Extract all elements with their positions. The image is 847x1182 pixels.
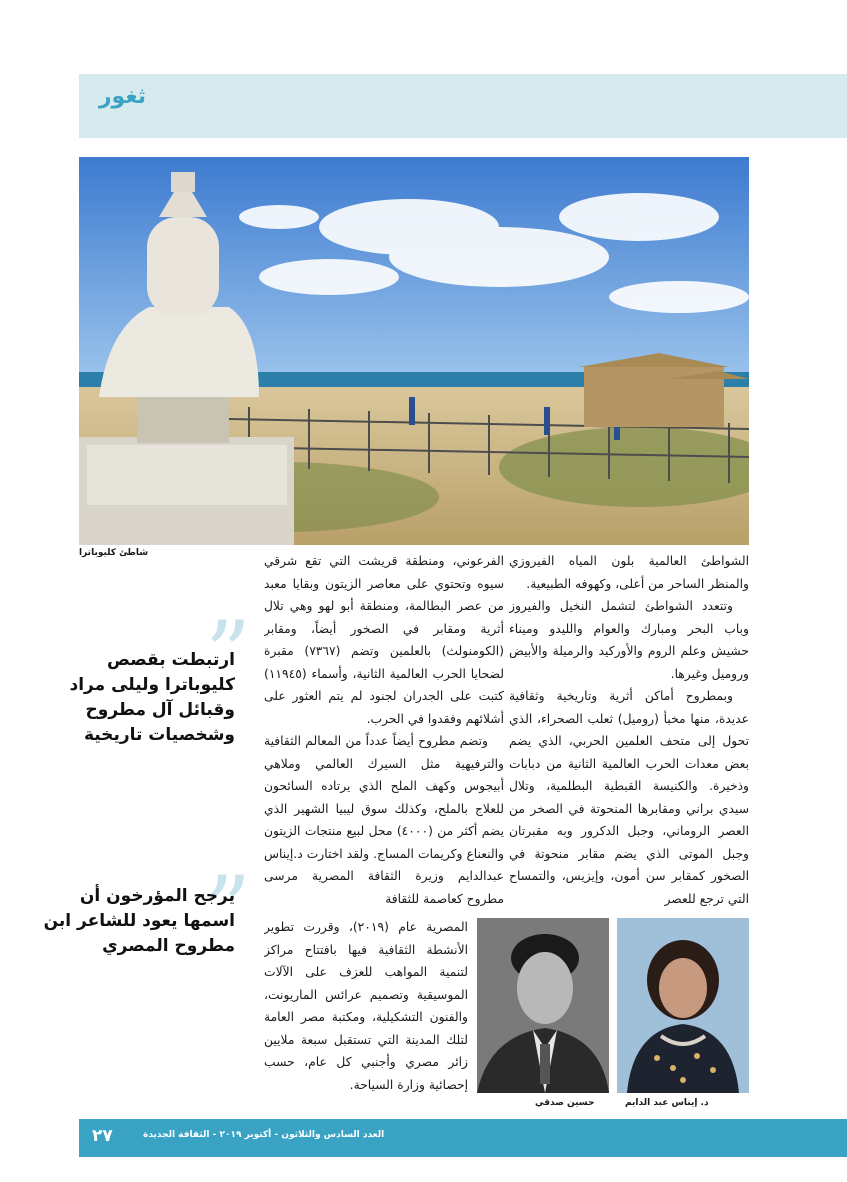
- pull-quote: يرجح المؤرخون أن اسمها يعود للشاعر ابن مطروح المصري: [43, 886, 235, 956]
- portrait-caption: د. إيناس عبد الدايم: [625, 1098, 709, 1108]
- section-title: ثغور: [98, 84, 146, 109]
- paragraph: المصرية عام (٢٠١٩)، وقررت تطوير الأنشطة الثقافية فيها بافتتاح مراكز لتنمية المواهب للعزف على الآلات الموسيقية وتصميم عرائس الماريونت، والفنون التشكيلية، ومكتبة مصر العامة لتلك المدينة التي تستقبل سبعة ملايين زائر مصري وأجنبي كل عام، حسب إحصائية وزارة السياحة.: [264, 920, 468, 1092]
- pull-quote: ارتبطت بقصص كليوباترا وليلى مراد وقبائل آل مطروح وشخصيات تاريخية: [69, 650, 235, 745]
- woman-portrait-illustration: [617, 918, 749, 1093]
- paragraph: وتضم مطروح أيضاً عدداً من المعالم الثقافية والترفيهية مثل السيرك العالمي وملاهي أبيجوس وكهف الملح الذي يرتاده السائحون للعلاج بالملح، وكذلك سوق ليبيا الشهير الذي يضم أكثر من (٤٠٠٠) محل لبيع منتجات الزيتون والنعناع وكريمات المساج. ولقد اختارت د.إيناس عبدالدايم وزيرة الثقافة المصرية مرسى مطروح كعاصمة للثقافة: [264, 734, 504, 906]
- quote-mark-icon: ”: [205, 857, 252, 962]
- header-band: [79, 74, 847, 138]
- paragraph: وتتعدد الشواطئ لتشمل النخيل والفيروز وباب البحر ومبارك والعوام والليدو وميناء حشيش وعلم الروم والأوركيد والرميلة والأبيض وروميل وغيرها.: [509, 599, 749, 681]
- page-number: ٢٧: [92, 1126, 113, 1146]
- footer-issue-info: العدد السادس والثلاثون - أكتوبر ٢٠١٩ - الثقافة الجديدة: [143, 1130, 385, 1140]
- portrait-photo-woman: [617, 918, 749, 1093]
- man-portrait-illustration: [477, 918, 609, 1093]
- article-column-middle: [264, 550, 504, 912]
- paragraph: الفرعوني، ومنطقة قريشت التي تقع شرقي سيوه وتحتوي على معاصر الزيتون وبقايا معبد من عصر البطالمة، ومنطقة أبو لهو وهي تلال أثرية ومقابر في الصخور أيضاً، ومقابر (الكومنولث) بالعلمين وتضم (٧٣٦٧) مقبرة لضحايا الحرب العالمية الثانية، وأسماء (١١٩٤٥) كتبت على الجدران لجنود لم يتم العثور على أشلائهم وفقدوا في الحرب.: [264, 554, 504, 726]
- article-column-right: [509, 550, 749, 910]
- article-column-middle-continued: [264, 916, 468, 1096]
- hero-caption: شاطئ كليوباترا: [79, 548, 149, 558]
- portrait-photo-man: [477, 918, 609, 1093]
- portrait-caption: حسين صدقي: [535, 1098, 595, 1108]
- beach-statue-illustration: [79, 157, 749, 545]
- paragraph: الشواطئ العالمية بلون المياه الفيروزي والمنظر الساحر من أعلى، وكهوفه الطبيعية.: [509, 554, 749, 591]
- hero-photo: [79, 157, 749, 545]
- paragraph: وبمطروح أماكن أثرية وتاريخية وثقافية عديدة، منها مخبأ (روميل) ثعلب الصحراء، الذي تحول إلى متحف العلمين الحربي، الذي يضم بعض معدات الحرب العالمية الثانية من دبابات وذخيرة. والكنيسة القبطية البطلمية، وتلال سيدي براني ومقابرها المنحوتة في الصخر من العصر الروماني، وجبل الدكرور وبه مقبرتان وجبل الموتى الذي يضم مقابر منحوتة في الصخور كمقابر سن أمون، وإيزيس، والتمساح التي ترجع للعصر: [509, 689, 749, 906]
- quote-mark-icon: ”: [205, 602, 252, 707]
